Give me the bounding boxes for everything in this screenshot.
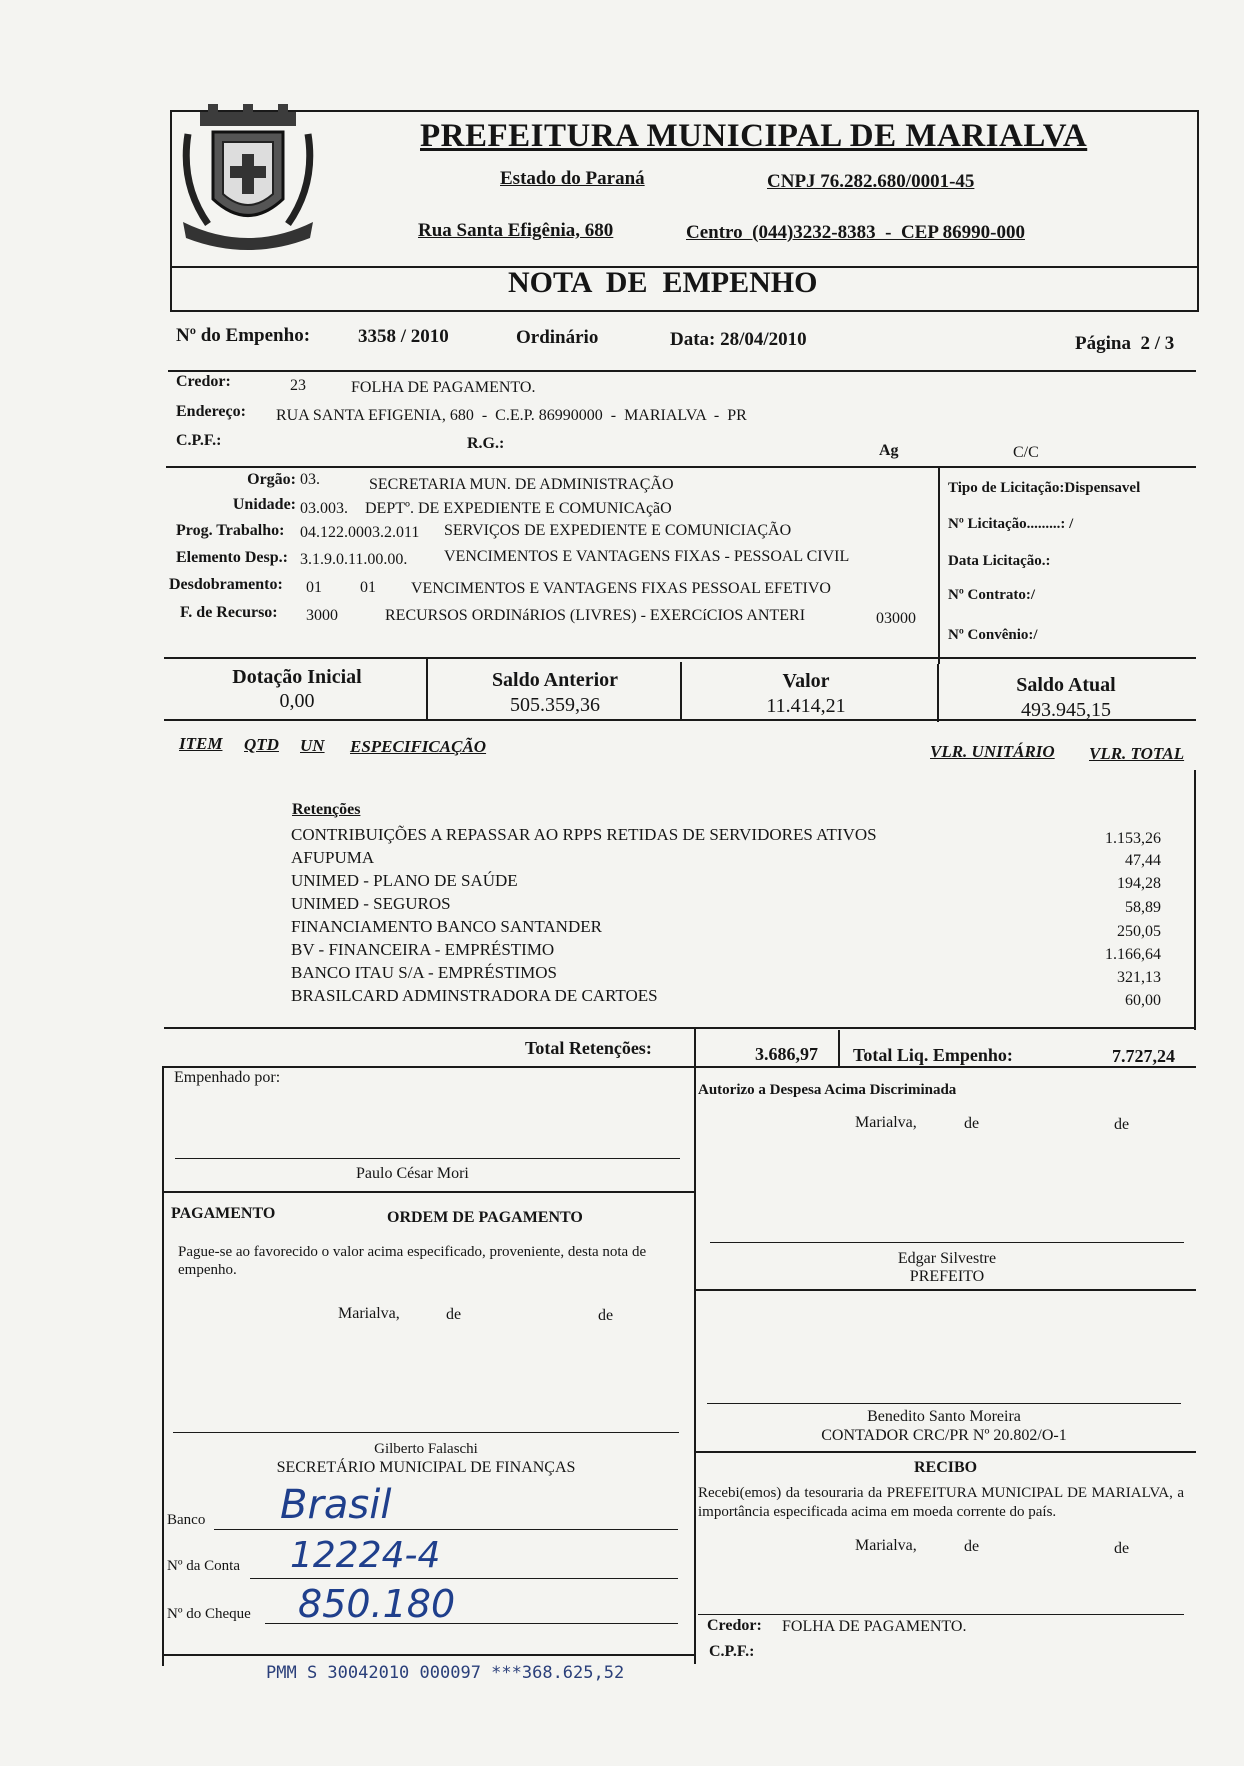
- saldo-atual-value: 493.945,15: [1021, 699, 1111, 721]
- recurso-label: F. de Recurso:: [180, 604, 278, 621]
- desdobramento-label: Desdobramento:: [169, 576, 283, 593]
- prefeito-box-bottom: [696, 1289, 1196, 1291]
- banco-handwritten: Brasil: [280, 1482, 392, 1528]
- balances-sep-3: [937, 664, 939, 722]
- list-item: UNIMED - SEGUROS: [291, 894, 451, 913]
- col-qtd: QTD: [244, 735, 279, 754]
- page-number: Página 2 / 3: [1075, 333, 1175, 354]
- prefeito-name: Edgar Silvestre: [897, 1250, 997, 1267]
- prefeito-sign-line: [710, 1242, 1184, 1243]
- recibo-title: RECIBO: [914, 1459, 978, 1476]
- banco-label: Banco: [167, 1512, 206, 1528]
- prefeito-title: PREFEITO: [909, 1268, 985, 1285]
- coat-of-arms-icon: [178, 104, 318, 254]
- recurso-extra: 03000: [876, 610, 916, 627]
- recurso-code: 3000: [306, 607, 338, 624]
- totals-sep-2: [838, 1030, 840, 1068]
- pagamento-text: Pague-se ao favorecido o valor acima especificado, proveniente, desta nota de empenho.: [178, 1244, 647, 1278]
- total-liq-label: Total Liq. Empenho:: [853, 1045, 1013, 1065]
- desdobramento-desc: VENCIMENTOS E VANTAGENS FIXAS PESSOAL EFETIVO: [411, 580, 831, 597]
- total-retencoes-label: Total Retenções:: [525, 1038, 652, 1058]
- items-right-border: [1194, 770, 1196, 1030]
- unidade-label: Unidade:: [232, 496, 296, 513]
- balances-top-line: [164, 657, 1196, 659]
- lower-bottom-line: [163, 1654, 694, 1656]
- elemento-desc: VENCIMENTOS E VANTAGENS FIXAS - PESSOAL CIVIL: [444, 548, 850, 565]
- col-total-value: VLR. TOTAL: [1089, 744, 1185, 763]
- dotacao-label: Dotação Inicial: [232, 666, 362, 688]
- recurso-desc: RECURSOS ORDINáRIOS (LIVRES) - EXERCíCIOS ANTERI: [385, 607, 806, 624]
- col-un: UN: [300, 736, 325, 755]
- elemento-code: 3.1.9.0.11.00.00.: [300, 551, 408, 568]
- recibo-cpf-label: C.P.F.:: [709, 1643, 755, 1660]
- list-item: UNIMED - PLANO DE SAÚDE: [291, 871, 518, 890]
- secretario-title: SECRETÁRIO MUNICIPAL DE FINANÇAS: [276, 1459, 576, 1476]
- pagamento-top-line: [163, 1191, 694, 1193]
- valor-value: 11.414,21: [766, 695, 846, 717]
- list-item: BANCO ITAU S/A - EMPRÉSTIMOS: [291, 963, 557, 982]
- valor-label: Valor: [782, 670, 830, 692]
- licitacao-tipo: Tipo de Licitação:Dispensavel: [948, 480, 1141, 496]
- page-title-prefeitura: PREFEITURA MUNICIPAL DE MARIALVA: [420, 118, 1088, 154]
- balances-sep-1: [426, 659, 428, 719]
- endereco-value: RUA SANTA EFIGENIA, 680 - C.E.P. 86990000 - MARIALVA - PR: [276, 407, 747, 424]
- recibo-text: Recebi(emos) da tesouraria da PREFEITURA MUNICIPAL DE MARIALVA, a importância especificada acima em moeda corrente do país.: [698, 1485, 1184, 1520]
- credor-code: 23: [290, 377, 306, 394]
- autorizo-city: Marialva,: [855, 1114, 917, 1131]
- list-item-value: 1.153,26: [1105, 830, 1161, 847]
- contador-name: Benedito Santo Moreira: [867, 1408, 1021, 1425]
- list-item-value: 1.166,64: [1105, 946, 1161, 963]
- col-item: ITEM: [179, 734, 223, 753]
- licitacao-numero: Nº Licitação.........: /: [948, 516, 1074, 532]
- credor-name: FOLHA DE PAGAMENTO.: [351, 379, 536, 396]
- empenhado-name: Paulo César Mori: [356, 1165, 469, 1182]
- total-retencoes-value: 3.686,97: [755, 1044, 818, 1064]
- ag-label: Ag: [879, 442, 899, 459]
- lower-mid-border: [694, 1066, 696, 1664]
- total-liq-value: 7.727,24: [1112, 1046, 1175, 1066]
- list-item: CONTRIBUIÇÕES A REPASSAR AO RPPS RETIDAS DE SERVIDORES ATIVOS: [291, 825, 877, 844]
- recibo-credor-value: FOLHA DE PAGAMENTO.: [782, 1618, 967, 1635]
- autorizo-de1: de: [964, 1115, 980, 1132]
- rg-label: R.G.:: [467, 435, 505, 452]
- secretario-name: Gilberto Falaschi: [374, 1441, 478, 1457]
- cheque-label: Nº do Cheque: [167, 1606, 251, 1622]
- ordem-title: ORDEM DE PAGAMENTO: [387, 1209, 583, 1226]
- credor-label: Credor:: [176, 373, 231, 390]
- totals-top-line: [164, 1027, 1196, 1029]
- conta-line: [250, 1578, 678, 1579]
- empenho-number: 3358 / 2010: [358, 326, 449, 347]
- cc-label: C/C: [1013, 444, 1039, 461]
- totals-sep-1: [694, 1029, 696, 1067]
- licitacao-contrato: Nº Contrato:/: [948, 587, 1036, 603]
- saldo-atual-label: Saldo Atual: [1016, 674, 1116, 696]
- retencoes-title: Retenções: [292, 801, 361, 818]
- autorizo-de2: de: [1114, 1116, 1130, 1133]
- desdobramento-code2: 01: [360, 579, 376, 596]
- contador-sign-line: [707, 1403, 1181, 1404]
- cnpj-label: CNPJ 76.282.680/0001-45: [767, 171, 975, 192]
- empenhado-sign-line: [175, 1158, 680, 1159]
- list-item-value: 58,89: [1125, 899, 1161, 916]
- list-item: FINANCIAMENTO BANCO SANTANDER: [291, 917, 602, 936]
- licitacao-divider: [938, 466, 940, 664]
- orgao-desc: SECRETARIA MUN. DE ADMINISTRAÇÃO: [369, 476, 674, 493]
- prog-code: 04.122.0003.2.011: [300, 524, 420, 541]
- recibo-de2: de: [1114, 1540, 1130, 1557]
- address-label: Rua Santa Efigênia, 680: [418, 220, 614, 241]
- empenho-type: Ordinário: [516, 327, 599, 348]
- conta-label: Nº da Conta: [167, 1558, 240, 1574]
- pagamento-title: PAGAMENTO: [171, 1205, 276, 1222]
- conta-handwritten: 12224-4: [290, 1535, 441, 1576]
- col-unit-value: VLR. UNITÁRIO: [930, 742, 1055, 761]
- orgao-code: 03.: [300, 471, 320, 488]
- list-item: BV - FINANCEIRA - EMPRÉSTIMO: [291, 940, 555, 959]
- pagamento-de2: de: [598, 1307, 614, 1324]
- divider-credor: [166, 466, 1196, 468]
- licitacao-data: Data Licitação.:: [948, 553, 1051, 569]
- unidade-desc: DEPTº. DE EXPEDIENTE E COMUNICAçãO: [365, 500, 672, 517]
- desdobramento-code1: 01: [306, 579, 322, 596]
- empenho-label: Nº do Empenho:: [176, 325, 311, 346]
- recibo-de1: de: [964, 1538, 980, 1555]
- list-item-value: 194,28: [1117, 875, 1161, 892]
- prog-label: Prog. Trabalho:: [176, 522, 285, 539]
- elemento-label: Elemento Desp.:: [176, 549, 288, 566]
- col-spec: ESPECIFICAÇÃO: [350, 737, 487, 756]
- list-item-value: 60,00: [1125, 992, 1161, 1009]
- recibo-sign-line: [698, 1614, 1184, 1615]
- recibo-city: Marialva,: [855, 1537, 917, 1554]
- autorizo-label: Autorizo a Despesa Acima Discriminada: [698, 1082, 957, 1098]
- state-label: Estado do Paraná: [500, 168, 645, 189]
- orgao-label: Orgão:: [247, 471, 296, 488]
- contact-label: Centro (044)3232-8383 - CEP 86990-000: [686, 222, 1025, 243]
- list-item-value: 250,05: [1117, 923, 1161, 940]
- totals-bottom-line: [164, 1066, 1196, 1068]
- lower-left-border: [162, 1066, 164, 1666]
- doc-title: NOTA DE EMPENHO: [508, 266, 818, 299]
- pagamento-de1: de: [446, 1306, 462, 1323]
- footer-stamp: PMM S 30042010 000097 ***368.625,52: [266, 1663, 625, 1683]
- cpf-label: C.P.F.:: [176, 432, 222, 449]
- list-item-value: 47,44: [1125, 852, 1161, 869]
- recibo-top-line: [696, 1451, 1196, 1453]
- prog-desc: SERVIÇOS DE EXPEDIENTE E COMUNICIAÇÃO: [444, 522, 792, 539]
- licitacao-convenio: Nº Convênio:/: [948, 627, 1038, 643]
- pagamento-city: Marialva,: [338, 1305, 400, 1322]
- secretario-sign-line: [173, 1432, 679, 1433]
- list-item: BRASILCARD ADMINSTRADORA DE CARTOES: [291, 986, 658, 1005]
- banco-line: [214, 1529, 678, 1530]
- balances-sep-2: [680, 662, 682, 720]
- empenho-date: Data: 28/04/2010: [670, 329, 807, 350]
- unidade-code: 03.003.: [300, 500, 348, 517]
- empenhado-label: Empenhado por:: [174, 1069, 281, 1086]
- cheque-handwritten: 850.180: [298, 1582, 456, 1626]
- recibo-credor-label: Credor:: [707, 1617, 762, 1634]
- saldo-anterior-label: Saldo Anterior: [491, 669, 619, 691]
- dotacao-value: 0,00: [279, 690, 315, 712]
- list-item-value: 321,13: [1117, 969, 1161, 986]
- list-item: AFUPUMA: [291, 848, 375, 867]
- divider-empenho: [168, 370, 1196, 372]
- saldo-anterior-value: 505.359,36: [510, 694, 600, 716]
- contador-title: CONTADOR CRC/PR Nº 20.802/O-1: [821, 1427, 1067, 1444]
- endereco-label: Endereço:: [176, 403, 246, 420]
